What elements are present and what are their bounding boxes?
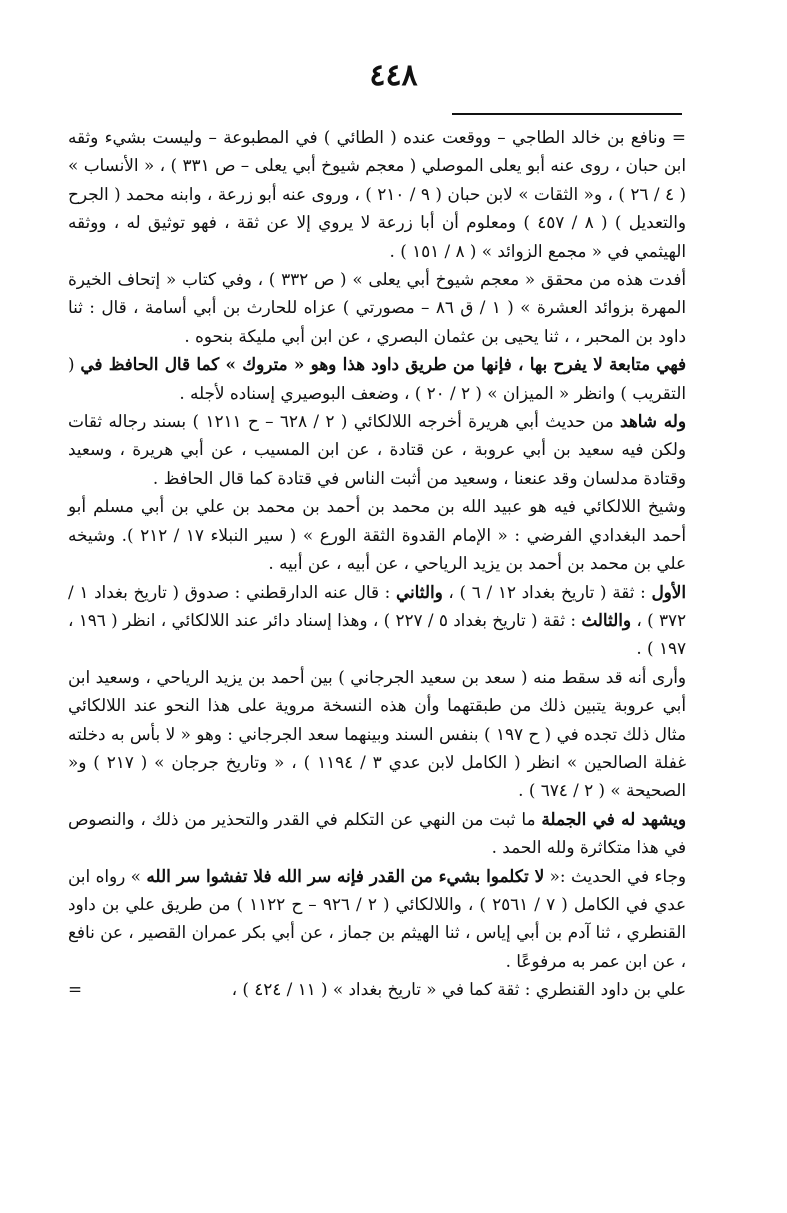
paragraph-text: ( التقريب ) وانظر « الميزان » ( ٢ / ٢٠ ) ، وضعف البوصيري إسناده لأجله . (68, 354, 686, 403)
paragraph-text: : قال عنه الدارقطني : صدوق ( تاريخ بغداد ١ / ٣٧٢ ) ، (68, 581, 686, 630)
paragraph-text: وجاء في الحديث :« (544, 865, 686, 886)
bold-phrase: فهي متابعة لا يفرح بها ، فإنها من طريق داود هذا وهو « متروك » كما قال الحافظ في (80, 354, 686, 375)
paragraph (68, 663, 686, 805)
paragraph (68, 492, 686, 577)
paragraph-text: » رواه ابن عدي في الكامل ( ٧ / ٢٥٦١ ) ، واللالكائي ( ٢ / ٩٢٦ – ح ١١٢٢ ) من طريق علي بن داود القنطري ، ثنا آدم بن أبي إياس ، ثنا الهيثم بن جماز ، عن أبي بكر عمران القصير ، عن نافع ، عن ابن عمر به مرفوعًا . (68, 865, 687, 971)
paragraph-text: ما ثبت من النهي عن التكلم في القدر والتحذير من ذلك ، والنصوص في هذا متكاثرة ولله الحمد . (68, 808, 686, 858)
bold-phrase: وله شاهد (620, 411, 686, 432)
bold-phrase: الأول (651, 581, 687, 602)
paragraph (68, 578, 686, 663)
footnote-body (68, 123, 686, 1004)
bold-phrase: والثالث (581, 609, 631, 630)
paragraph-text: من حديث أبي هريرة أخرجه اللالكائي ( ٢ / ٦٢٨ – ح ١٢١١ ) بسند رجاله ثقات ولكن فيه سعيد بن أبي عروبة ، عن قتادة ، عن ابن المسيب ، عن أبي هريرة ، وسعيد وقتادة مدلسان وقد عنعنا ، وسعيد من أثبت الناس في قتادة كما قال الحافظ . (68, 411, 686, 488)
paragraph-text: وشيخ اللالكائي فيه هو عبيد الله بن محمد بن أحمد بن محمد بن علي بن أبي مسلم أبو أحمد البغدادي الفرضي : « الإمام القدوة الثقة الورع » ( سير النبلاء ١٧ / ٢١٢ ). وشيخه علي بن محمد بن أحمد بن يزيد الرياحي ، عن أبيه ، عن أبيه . (68, 496, 687, 574)
paragraph (68, 862, 686, 976)
paragraph (68, 805, 686, 862)
paragraph (68, 123, 686, 265)
paragraph-text: = ونافع بن خالد الطاجي – ووقعت عنده ( الطائي ) في المطبوعة – وليست بشيء وثقه ابن حبان ، روى عنه أبو يعلى الموصلي ( معجم شيوخ أبي يعلى – ص ٣٣١ ) ، « الأنساب » ( ٤ / ٢٦ ) ، و« الثقات » لابن حبان ( ٩ / ٢١٠ ) ، وروى عنه أبو زرعة ، وابنه محمد ( الجرح والتعديل ) ( ٨ / ٤٥٧ ) ومعلوم أن أبا زرعة لا يروي إلا عن ثقة ، فهو توثيق له ، ووثقه الهيثمي في « مجمع الزوائد » ( ٨ / ١٥١ ) . (68, 127, 686, 261)
paragraph-text: : ثقة ( تاريخ بغداد ٥ / ٢٢٧ ) ، وهذا إسناد دائر عند اللالكائي ، انظر ( ١٩٦ ، ١٩٧ ) . (68, 609, 686, 659)
hadith-quote: لا تكلموا بشيء من القدر فإنه سر الله فلا تفشوا سر الله (146, 865, 545, 886)
continued-line (68, 975, 686, 1003)
continuation-mark: = (68, 979, 83, 1000)
paragraph (68, 265, 686, 350)
paragraph (68, 350, 686, 407)
page-number: ٤٤٨ (369, 58, 418, 93)
paragraph (68, 407, 686, 492)
footnote-separator (452, 113, 682, 115)
bold-phrase: والثاني (396, 581, 443, 602)
bold-phrase: ويشهد له في الجملة (541, 808, 687, 829)
paragraph-text: وأرى أنه قد سقط منه ( سعد بن سعيد الجرجاني ) بين أحمد بن يزيد الرياحي ، وسعيد ابن أبي عروبة يتبين ذلك من طبقتهما وأن هذه النسخة مروية على هذا النحو عند اللالكائي مثال ذلك تجده في ( ح ١٩٧ ) بنفس السند وبينهما سعد الجرجاني : وهو « لا بأس به دخلته غفلة الصالحين » انظر ( الكامل لابن عدي ٣ / ١١٩٤ ) ، « وتاريخ جرجان » ( ٢١٧ ) و« الصحيحة » ( ٢ / ٦٧٤ ) . (68, 666, 687, 801)
paragraph-text: : ثقة ( تاريخ بغداد ١٢ / ٦ ) ، (442, 581, 652, 602)
paragraph-text: أفدت هذه من محقق « معجم شيوخ أبي يعلى » ( ص ٣٣٢ ) ، وفي كتاب « إتحاف الخيرة المهرة بزوائد العشرة » ( ١ / ق ٨٦ – مصورتي ) عزاه للحارث بن أبي أسامة ، قال : ثنا داود بن المحبر ، ، ثنا يحيى بن عثمان البصري ، عن ابن أبي مليكة بنحوه . (68, 269, 687, 346)
paragraph-text: علي بن داود القنطري : ثقة كما في « تاريخ بغداد » ( ١١ / ٤٢٤ ) ، (231, 979, 686, 1000)
